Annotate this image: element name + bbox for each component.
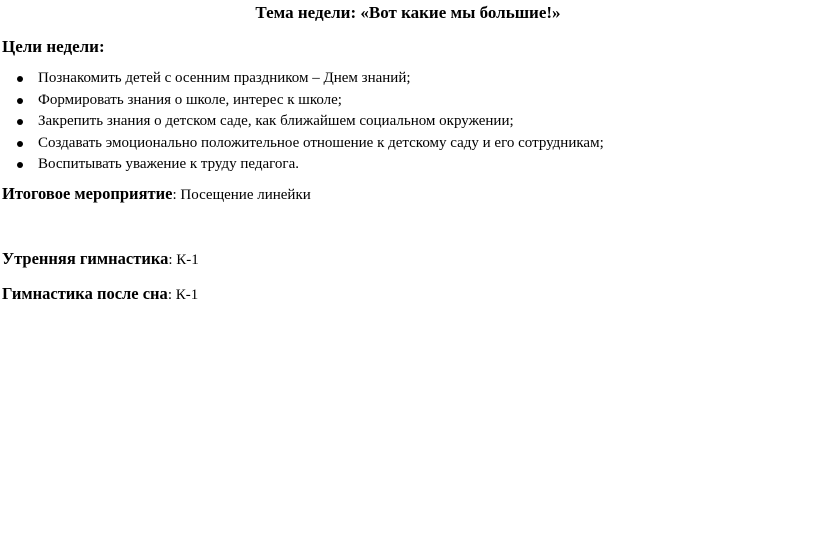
list-item xyxy=(0,111,604,133)
goals-list xyxy=(0,68,604,176)
bullet-icon xyxy=(17,119,23,125)
page-title: Тема недели: «Вот какие мы большие!» xyxy=(255,3,561,22)
list-item-text: Закрепить знания о детском саде, как ближайшем социальном окружении; xyxy=(38,113,514,129)
bullet-icon xyxy=(17,98,23,104)
after-nap-exercise-value: К-1 xyxy=(175,287,199,303)
list-item-text: Познакомить детей с осенним праздником – Днем знаний; xyxy=(38,70,411,86)
morning-exercise-value: К-1 xyxy=(176,252,199,268)
after-nap-exercise-separator: : xyxy=(167,287,176,303)
list-item-text: Формировать знания о школе, интерес к школе; xyxy=(38,91,342,108)
morning-exercise-line xyxy=(2,248,199,271)
bullet-icon xyxy=(17,162,23,168)
after-nap-exercise-line xyxy=(2,283,198,306)
list-item xyxy=(0,90,604,112)
final-event-value: Посещение линейки xyxy=(180,187,311,203)
final-event-line xyxy=(2,183,311,206)
bullet-icon xyxy=(17,76,23,82)
morning-exercise-separator: : xyxy=(168,252,177,268)
list-item xyxy=(0,154,604,176)
list-item xyxy=(0,68,604,90)
after-nap-exercise-label: Гимнастика после сна xyxy=(2,284,168,303)
list-item-text: Создавать эмоционально положительное отношение к детскому саду и его сотрудникам; xyxy=(38,134,604,151)
list-item-text: Воспитывать уважение к труду педагога. xyxy=(38,156,299,172)
bullet-icon xyxy=(17,141,23,147)
final-event-label: Итоговое мероприятие xyxy=(2,184,173,203)
list-item xyxy=(0,133,604,155)
goals-heading: Цели недели: xyxy=(2,37,105,56)
final-event-separator: : xyxy=(172,187,181,203)
morning-exercise-label: Утренняя гимнастика xyxy=(2,249,169,268)
